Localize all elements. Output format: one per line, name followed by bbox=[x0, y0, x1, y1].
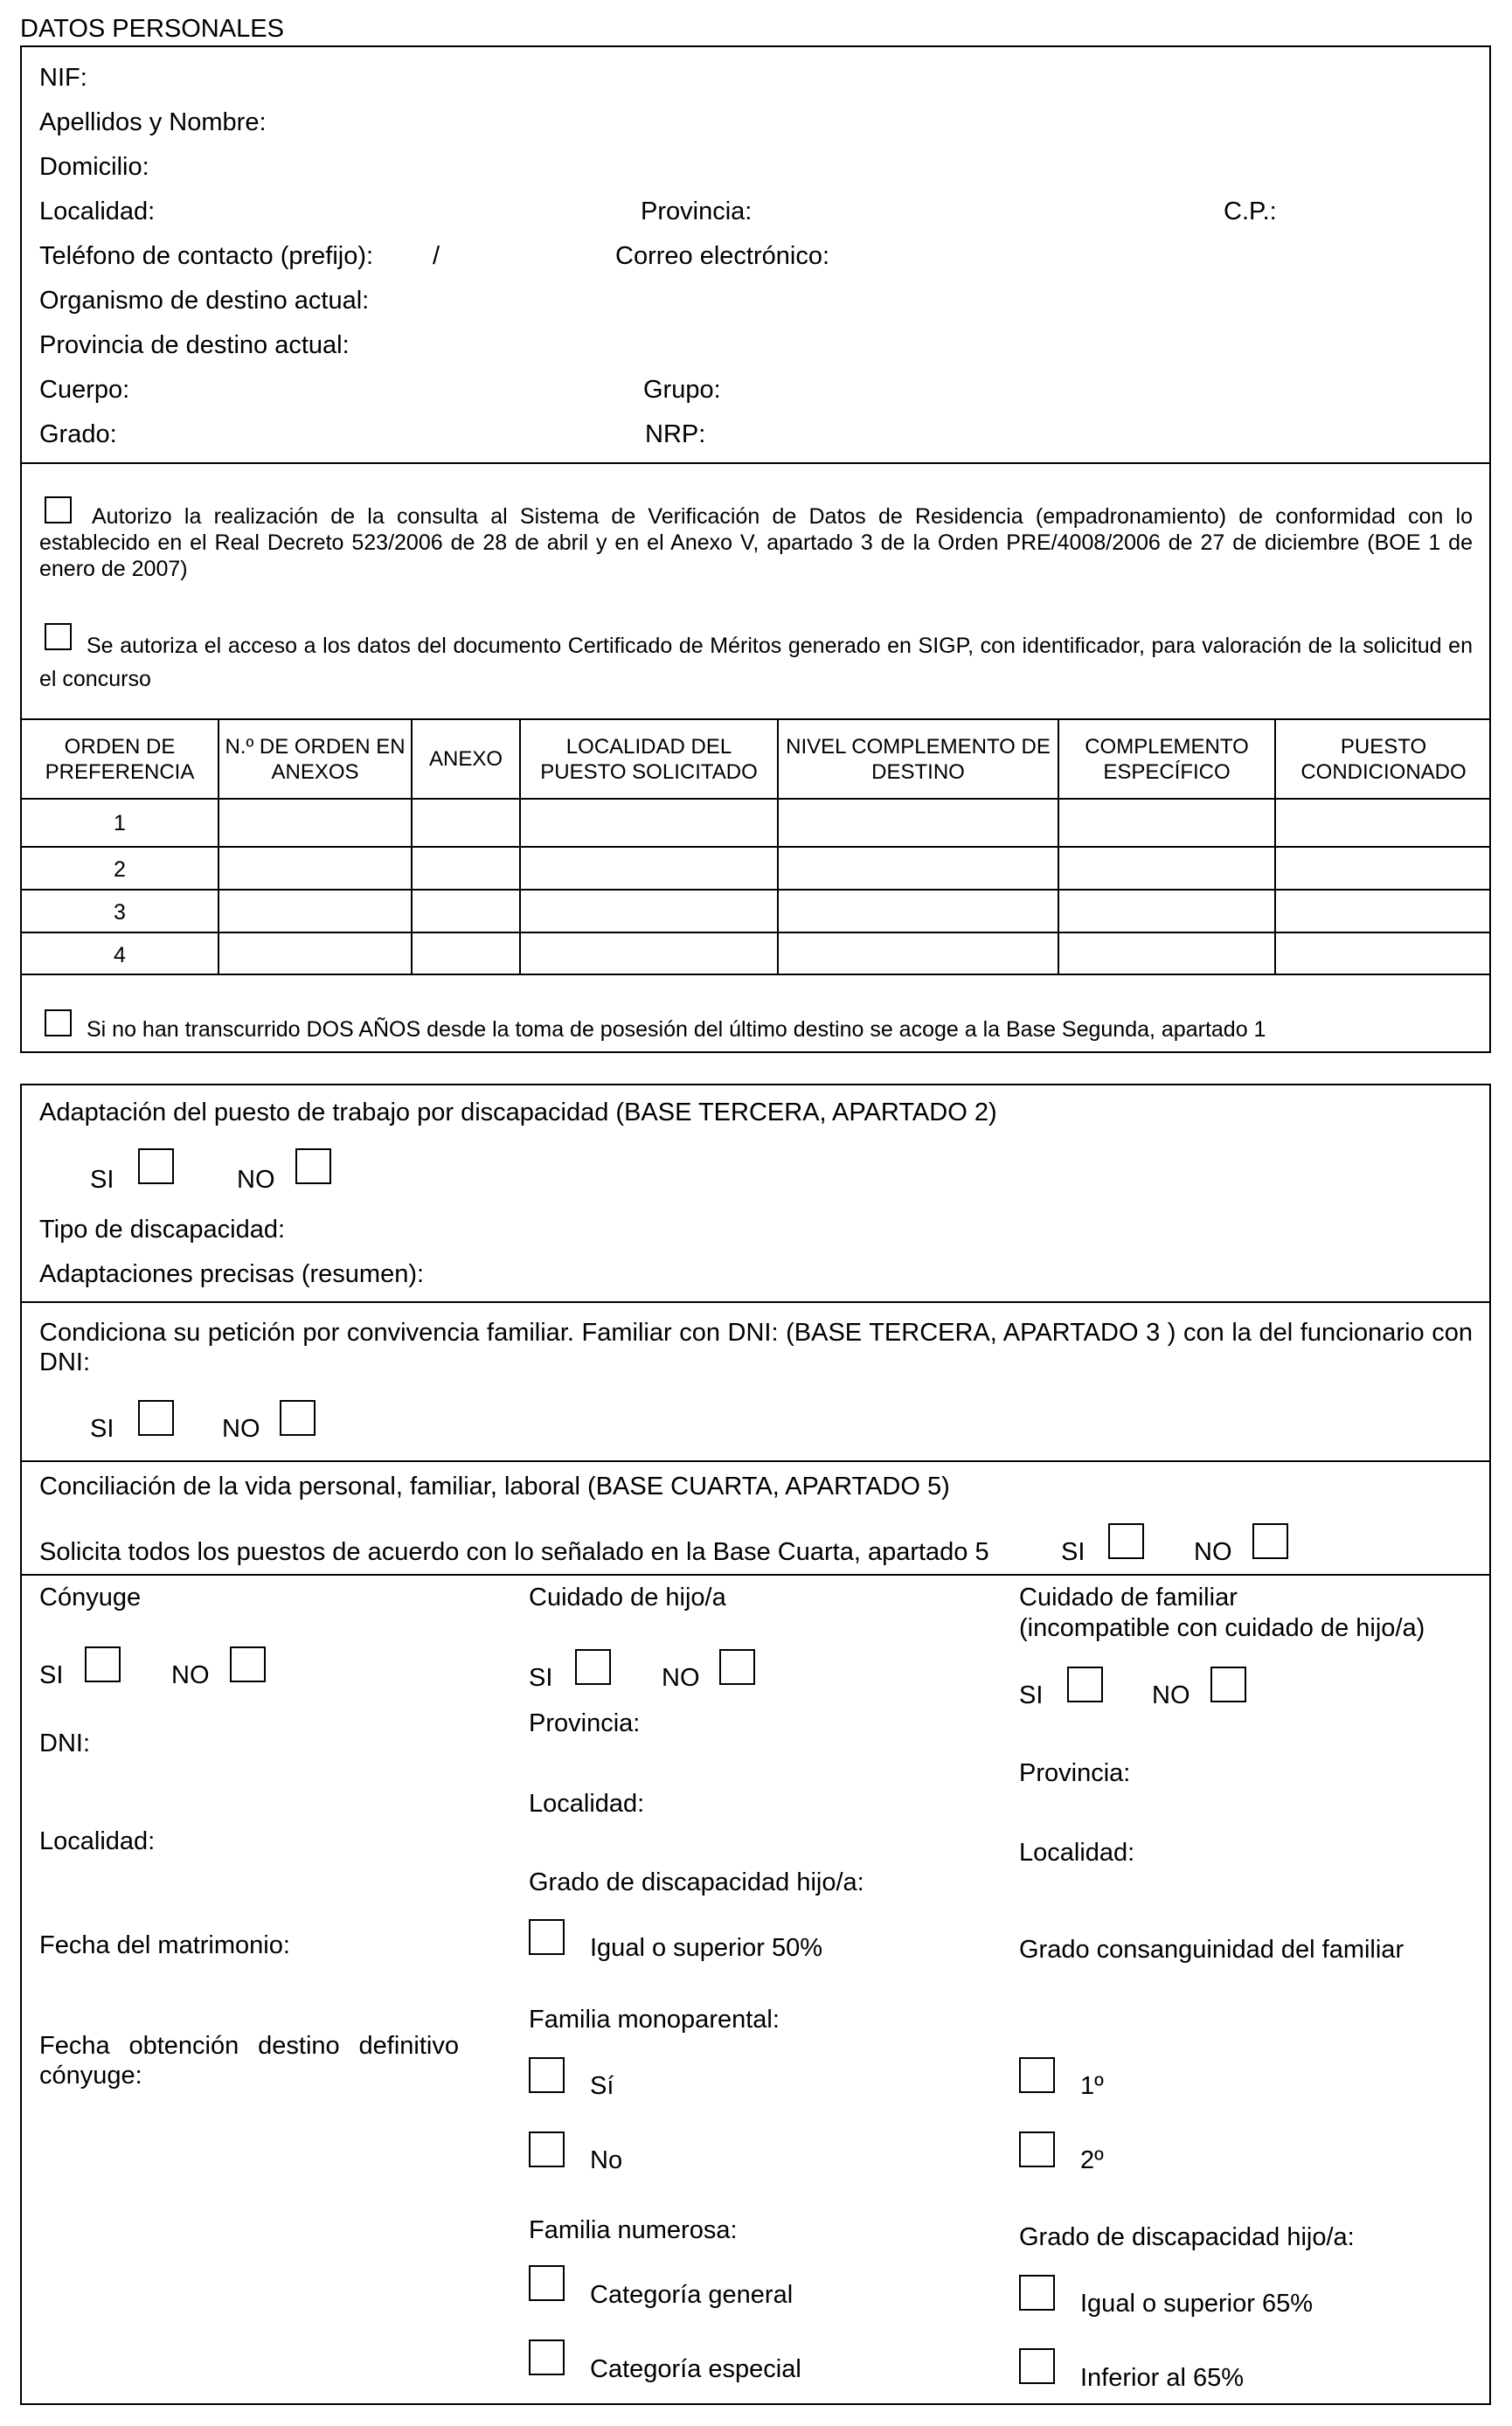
conyuge-no-label: NO bbox=[171, 1661, 210, 1689]
hijo-no-checkbox[interactable] bbox=[719, 1649, 755, 1685]
correo-label: Correo electrónico: bbox=[615, 242, 829, 270]
table-row-number: 3 bbox=[114, 900, 126, 925]
convivencia-si-checkbox[interactable] bbox=[138, 1400, 174, 1436]
familiar-provincia-label: Provincia: bbox=[1019, 1759, 1131, 1787]
dos-anos-text: Si no han transcurrido DOS AÑOS desde la toma de posesión del último destino se acoge a la Base Segunda, apartado 1 bbox=[87, 1017, 1266, 1042]
tipo-discapacidad-label: Tipo de discapacidad: bbox=[39, 1216, 286, 1244]
table-row-number: 4 bbox=[114, 943, 126, 967]
divider bbox=[20, 1460, 1491, 1462]
table-row-border bbox=[20, 889, 1491, 891]
provincia-destino-label: Provincia de destino actual: bbox=[39, 331, 350, 359]
convivencia-title: Condiciona su petición por convivencia familiar. Familiar con DNI: (BASE TERCERA, APARTADO 3 ) con la del funcionario con DNI: bbox=[39, 1319, 1473, 1376]
table-header-numero: N.º DE ORDEN EN ANEXOS bbox=[225, 734, 406, 784]
organismo-label: Organismo de destino actual: bbox=[39, 287, 370, 315]
cp-label: C.P.: bbox=[1224, 198, 1277, 225]
conyuge-dni-label: DNI: bbox=[39, 1729, 90, 1757]
conciliacion-no-checkbox[interactable] bbox=[1252, 1523, 1288, 1559]
dos-anos-checkbox[interactable] bbox=[45, 1009, 72, 1036]
igual50-label: Igual o superior 50% bbox=[590, 1934, 822, 1962]
hijo-provincia-label: Provincia: bbox=[529, 1709, 641, 1737]
categoria-general-checkbox[interactable] bbox=[529, 2265, 565, 2301]
telefono-separator: / bbox=[433, 242, 440, 270]
conciliacion-no-label: NO bbox=[1194, 1538, 1232, 1566]
table-cell[interactable] bbox=[219, 800, 411, 846]
primer-grado-checkbox[interactable] bbox=[1019, 2057, 1055, 2093]
convivencia-si-label: SI bbox=[90, 1415, 114, 1443]
table-header-nivel: NIVEL COMPLEMENTO DE DESTINO bbox=[786, 734, 1051, 784]
convivencia-no-checkbox[interactable] bbox=[280, 1400, 316, 1436]
adaptaciones-label: Adaptaciones precisas (resumen): bbox=[39, 1260, 425, 1288]
categoria-especial-label: Categoría especial bbox=[590, 2355, 801, 2383]
table-header-anexo: ANEXO bbox=[428, 747, 503, 771]
table-cell[interactable] bbox=[1276, 800, 1491, 846]
categoria-especial-checkbox[interactable] bbox=[529, 2339, 565, 2375]
table-cell[interactable] bbox=[1059, 800, 1274, 846]
table-cell[interactable] bbox=[779, 800, 1058, 846]
monoparental-no-label: No bbox=[590, 2146, 623, 2174]
table-header-localidad: LOCALIDAD DEL PUESTO SOLICITADO bbox=[540, 734, 758, 784]
numerosa-label: Familia numerosa: bbox=[529, 2216, 738, 2244]
conciliacion-si-label: SI bbox=[1061, 1538, 1085, 1566]
divider bbox=[20, 1301, 1491, 1303]
section-title: DATOS PERSONALES bbox=[20, 15, 284, 43]
domicilio-label: Domicilio: bbox=[39, 153, 149, 181]
fecha-matrimonio-label: Fecha del matrimonio: bbox=[39, 1931, 290, 1959]
table-bottom-border bbox=[20, 974, 1491, 975]
table-row-border bbox=[20, 932, 1491, 933]
sigp-consent-text: Se autoriza el acceso a los datos del documento Certificado de Méritos generado en SIGP, con identificador, para valoración de la solicitud en el concurso bbox=[39, 634, 1473, 691]
apellidos-label: Apellidos y Nombre: bbox=[39, 108, 267, 136]
adaptacion-no-checkbox[interactable] bbox=[295, 1148, 331, 1184]
hijo-si-label: SI bbox=[529, 1664, 553, 1692]
provincia-label: Provincia: bbox=[641, 198, 753, 225]
grado-label: Grado: bbox=[39, 420, 117, 448]
divider bbox=[20, 462, 1491, 464]
residencia-consent-text: Autorizo la realización de la consulta al Sistema de Verificación de Datos de Residencia (empadronamiento) de conformidad con lo establecido en el Real Decreto 523/2006 de 28 de abril y en el Anexo V, apartado 3 de la Orden PRE/4008/2006 de 27 de diciembre (BOE 1 de enero de 2007) bbox=[39, 504, 1473, 581]
conyuge-si-label: SI bbox=[39, 1661, 64, 1689]
conyuge-no-checkbox[interactable] bbox=[230, 1646, 266, 1682]
monoparental-label: Familia monoparental: bbox=[529, 2006, 780, 2034]
table-row-number: 1 bbox=[114, 811, 126, 835]
hijo-si-checkbox[interactable] bbox=[575, 1649, 611, 1685]
igual50-checkbox[interactable] bbox=[529, 1919, 565, 1955]
familiar-grado-label: Grado de discapacidad hijo/a: bbox=[1019, 2223, 1355, 2251]
fecha-destino-label: Fecha obtención destino definitivo cónyuge: bbox=[39, 2032, 459, 2090]
conciliacion-title: Conciliación de la vida personal, familiar, laboral (BASE CUARTA, APARTADO 5) bbox=[39, 1473, 950, 1501]
igual65-checkbox[interactable] bbox=[1019, 2275, 1055, 2311]
table-cell[interactable] bbox=[521, 800, 777, 846]
igual65-label: Igual o superior 65% bbox=[1080, 2290, 1313, 2318]
table-header-orden: ORDEN DE PREFERENCIA bbox=[45, 734, 195, 784]
nif-label: NIF: bbox=[39, 64, 87, 92]
convivencia-no-label: NO bbox=[222, 1415, 260, 1443]
table-row-number: 2 bbox=[114, 857, 126, 882]
hijo-grado-label: Grado de discapacidad hijo/a: bbox=[529, 1868, 864, 1896]
hijo-title: Cuidado de hijo/a bbox=[529, 1584, 726, 1612]
localidad-label: Localidad: bbox=[39, 198, 156, 225]
divider bbox=[20, 1574, 1491, 1576]
conyuge-localidad-label: Localidad: bbox=[39, 1827, 156, 1855]
monoparental-no-checkbox[interactable] bbox=[529, 2131, 565, 2167]
familiar-no-label: NO bbox=[1152, 1681, 1190, 1709]
adaptacion-si-checkbox[interactable] bbox=[138, 1148, 174, 1184]
inferior65-label: Inferior al 65% bbox=[1080, 2364, 1244, 2392]
adaptacion-no-label: NO bbox=[237, 1166, 275, 1194]
conciliacion-solicita-text: Solicita todos los puestos de acuerdo con lo señalado en la Base Cuarta, apartado 5 bbox=[39, 1538, 989, 1566]
hijo-no-label: NO bbox=[662, 1664, 700, 1692]
inferior65-checkbox[interactable] bbox=[1019, 2348, 1055, 2384]
segundo-grado-label: 2º bbox=[1080, 2146, 1104, 2174]
monoparental-si-label: Sí bbox=[590, 2072, 614, 2100]
segundo-grado-checkbox[interactable] bbox=[1019, 2131, 1055, 2167]
table-header-complemento: COMPLEMENTO ESPECÍFICO bbox=[1085, 734, 1249, 784]
adaptacion-title: Adaptación del puesto de trabajo por discapacidad (BASE TERCERA, APARTADO 2) bbox=[39, 1099, 997, 1126]
grupo-label: Grupo: bbox=[643, 376, 721, 404]
adaptacion-si-label: SI bbox=[90, 1166, 114, 1194]
familiar-si-checkbox[interactable] bbox=[1067, 1667, 1103, 1702]
categoria-general-label: Categoría general bbox=[590, 2281, 794, 2309]
monoparental-si-checkbox[interactable] bbox=[529, 2057, 565, 2093]
telefono-label: Teléfono de contacto (prefijo): bbox=[39, 242, 374, 270]
cuerpo-label: Cuerpo: bbox=[39, 376, 130, 404]
familiar-no-checkbox[interactable] bbox=[1210, 1667, 1246, 1702]
nrp-label: NRP: bbox=[645, 420, 706, 448]
hijo-localidad-label: Localidad: bbox=[529, 1790, 645, 1818]
familiar-title: Cuidado de familiar bbox=[1019, 1584, 1238, 1612]
conyuge-title: Cónyuge bbox=[39, 1584, 142, 1612]
table-header-condicionado: PUESTO CONDICIONADO bbox=[1300, 734, 1467, 784]
primer-grado-label: 1º bbox=[1080, 2072, 1104, 2100]
table-row-border bbox=[20, 846, 1491, 848]
conciliacion-si-checkbox[interactable] bbox=[1108, 1523, 1144, 1559]
conyuge-si-checkbox[interactable] bbox=[85, 1646, 121, 1682]
consanguinidad-label: Grado consanguinidad del familiar bbox=[1019, 1936, 1404, 1964]
familiar-localidad-label: Localidad: bbox=[1019, 1839, 1135, 1867]
familiar-si-label: SI bbox=[1019, 1681, 1044, 1709]
familiar-subtitle: (incompatible con cuidado de hijo/a) bbox=[1019, 1614, 1425, 1642]
table-cell[interactable] bbox=[413, 800, 519, 846]
